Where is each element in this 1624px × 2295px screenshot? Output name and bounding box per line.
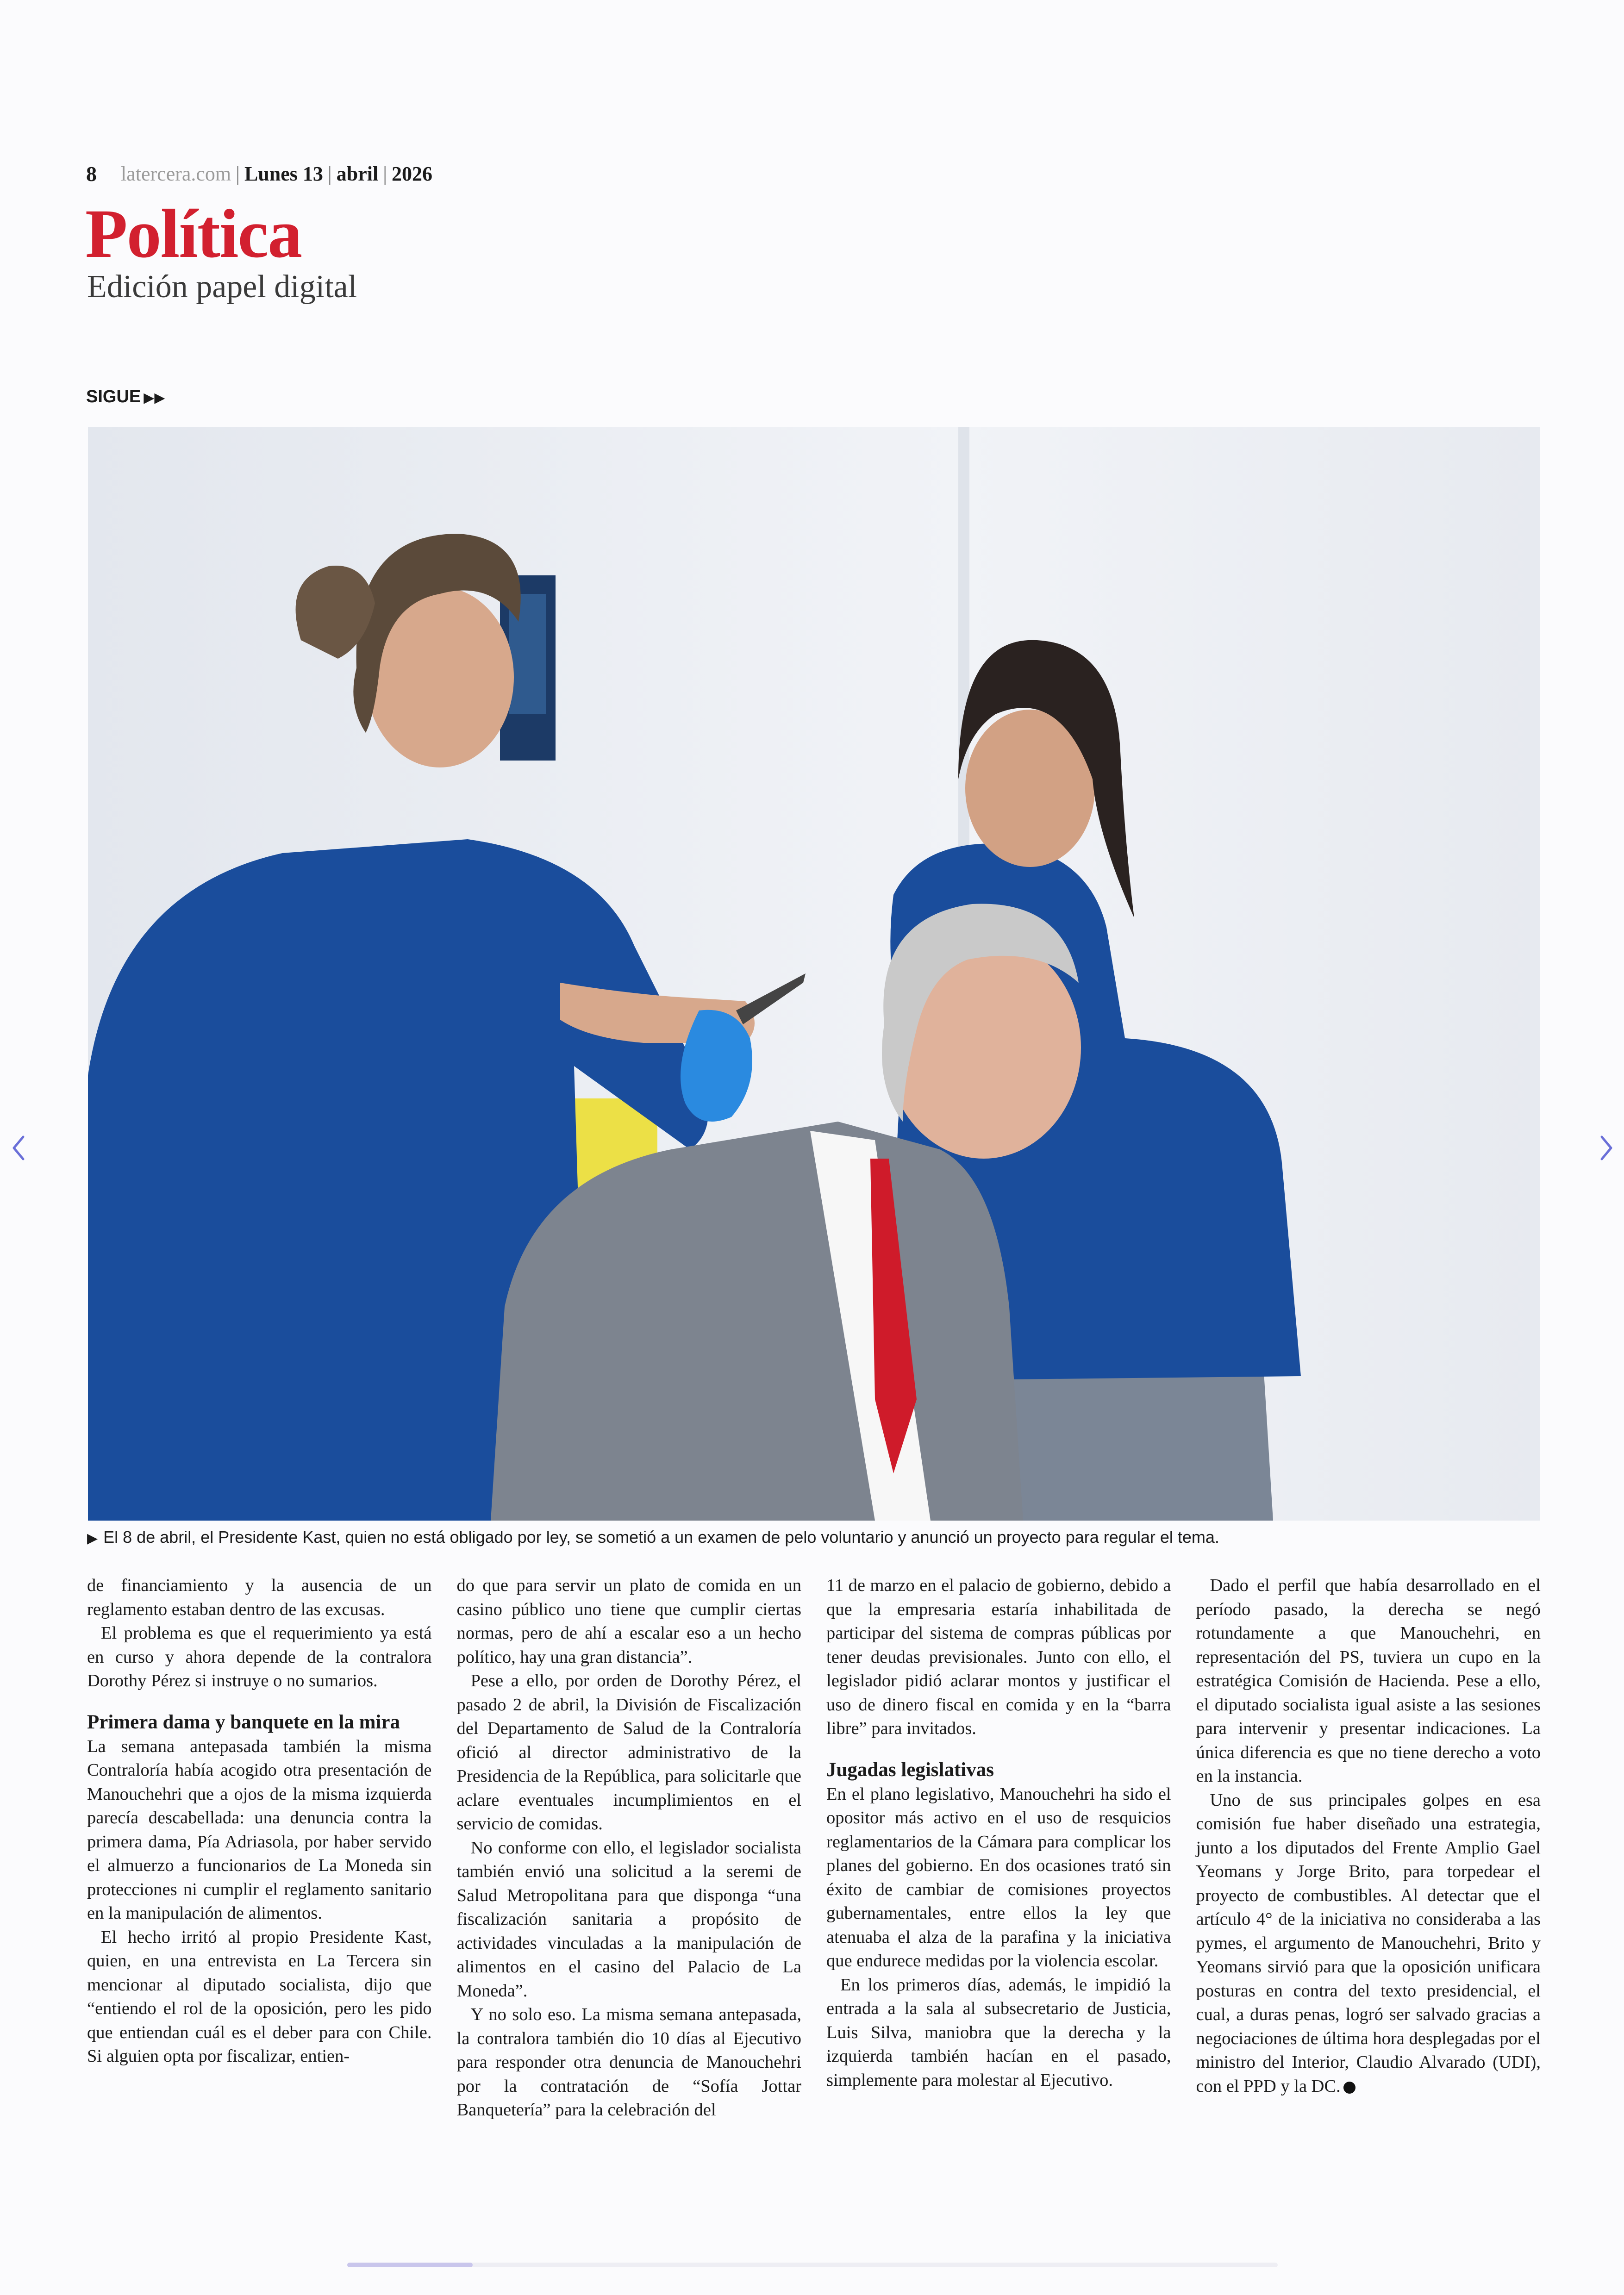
paragraph: En los primeros días, además, le impidió la entrada a la sala al subsecretario de Justicia, Luis Silva, maniobra que la derecha y la izquierda también hacían en el pasado, simplemente para molestar al Ejecutivo. <box>826 1975 1171 2090</box>
paragraph: No conforme con ello, el legislador socialista también envió una solicitud a la seremi de Salud Metropolitana para que disponga “una fiscalización sanitaria a propósito de actividades vinculadas a la manipulación de alimentos en el casino del Palacio de La Moneda”. <box>456 1838 801 2001</box>
article-body <box>87 1574 1541 2143</box>
article-column-3 <box>826 1574 1171 2143</box>
photo-illustration <box>88 427 1540 1521</box>
separator: | <box>327 162 332 185</box>
paragraph: El hecho irritó al propio Presidente Kast, quien, en una entrevista en La Tercera sin mencionar al diputado socialista, dijo que “entiendo el rol de la oposición, pero les pido que entiendan cuál es el deber para con Chile. Si alguien opta por fiscalizar, entien- <box>87 1927 432 2066</box>
page-progress-fill <box>347 2263 473 2267</box>
subheading: Jugadas legislativas <box>826 1759 994 1781</box>
paragraph: Y no solo eso. La misma semana antepasada, la contralora también dio 10 días al Ejecutivo para responder otra denuncia de Manouchehri por la contratación de “Sofía Jottar Banquetería” para la celebración del <box>456 2005 801 2120</box>
paragraph: do que para servir un plato de comida en un casino público uno tiene que cumplir ciertas normas, pero de ahí a escalar eso a un hecho político, hay una gran distancia”. <box>456 1576 801 1667</box>
end-mark-icon <box>1343 2082 1355 2094</box>
date-year: 2026 <box>392 162 432 185</box>
article-column-4 <box>1196 1574 1541 2143</box>
continue-text: SIGUE <box>86 387 141 406</box>
page-header <box>86 160 432 187</box>
page-number: 8 <box>86 162 97 186</box>
paragraph: de financiamiento y la ausencia de un reglamento estaban dentro de las excusas. <box>87 1576 432 1619</box>
paragraph: El problema es que el requerimiento ya está en curso y ahora depende de la contralora Dorothy Pérez si instruye o no sumarios. <box>87 1623 432 1690</box>
section-title: Política <box>85 195 302 272</box>
continue-label <box>86 387 165 407</box>
paragraph <box>1196 1789 1541 2099</box>
subheading: Primera dama y banquete en la mira <box>87 1711 400 1733</box>
date-day: Lunes 13 <box>244 162 323 185</box>
separator: | <box>236 162 240 185</box>
paragraph-text: Uno de sus principales golpes en esa comisión fue haber diseñado una estrategia, junto a los diputados del Frente Amplio Gael Yeomans y Jorge Brito, para torpedear el proyecto de combustibles. Al detectar que el artículo 4° de la iniciativa no consideraba a las pymes, el argumento de Manouchehri, Brito y Yeomans sirvió para que la oposición unificara posturas en contra del texto presidencial, el cual, a duras penas, logró ser salvado gracias a negociaciones de última hora desplegadas por el ministro del Interior, Claudio Alvarado (UDI), con el PPD y la DC. <box>1196 1790 1541 2096</box>
paragraph: Pese a ello, por orden de Dorothy Pérez, el pasado 2 de abril, la División de Fiscalización del Departamento de Salud de la Contraloría ofició al director administrativo de la Presidencia de la República, para solicitarle que aclare eventuales incumplimientos en el servicio de comidas. <box>456 1671 801 1834</box>
chevron-right-icon <box>1597 1134 1616 1162</box>
paragraph: En el plano legislativo, Manouchehri ha sido el opositor más activo en el uso de resquicios reglamentarios de la Cámara para complicar los planes del gobierno. En dos ocasiones trató sin éxito de cambiar de comisiones proyectos gubernamentales, entre ellos la ley que atenuaba el alza de la parafina y la iniciativa que endurece medidas por la violencia escolar. <box>826 1784 1171 1971</box>
caption-text: El 8 de abril, el Presidente Kast, quien no está obligado por ley, se sometió a un examen de pelo voluntario y anunció un proyecto para regular el tema. <box>103 1528 1219 1547</box>
chevron-left-icon <box>9 1134 28 1162</box>
edition-label: Edición papel digital <box>87 269 357 305</box>
paragraph: La semana antepasada también la misma Contraloría había acogido otra presentación de Manouchehri que a ojos de la misma izquierda parecía descabellada: una denuncia contra la primera dama, Pía Adriasola, por haber servido el almuerzo a funcionarios de La Moneda sin protecciones ni cumplir el reglamento sanitario en la manipulación de alimentos. <box>87 1736 432 1923</box>
photo-caption <box>87 1528 1541 1547</box>
previous-page-button[interactable] <box>5 1129 32 1166</box>
page-progress-bar[interactable] <box>347 2263 1278 2267</box>
article-photo <box>88 427 1540 1521</box>
site-name: latercera.com <box>121 162 231 185</box>
date-month: abril <box>336 162 379 185</box>
double-play-icon: ▶▶ <box>144 390 165 405</box>
play-icon: ▶ <box>87 1531 98 1546</box>
article-column-2 <box>457 1574 802 2143</box>
separator: | <box>383 162 387 185</box>
paragraph: Dado el perfil que había desarrollado en el período pasado, la derecha se negó rotundamente a que Manouchehri, en representación del PS, tuviera un cupo en la estratégica Comisión de Hacienda. Pese a ello, el diputado socialista igual asiste a las sesiones para intervenir y presentar indicaciones. La única diferencia es que no tiene derecho a voto en la instancia. <box>1196 1576 1541 1786</box>
paragraph: 11 de marzo en el palacio de gobierno, debido a que la empresaria estaría inhabilitada de participar del sistema de compras públicas por tener deudas previsionales. Junto con ello, el legislador pidió aclarar montos y justificar el uso de dinero fiscal en comida y en la “barra libre” para invitados. <box>826 1576 1171 1738</box>
next-page-button[interactable] <box>1593 1129 1620 1166</box>
article-column-1 <box>87 1574 432 2143</box>
